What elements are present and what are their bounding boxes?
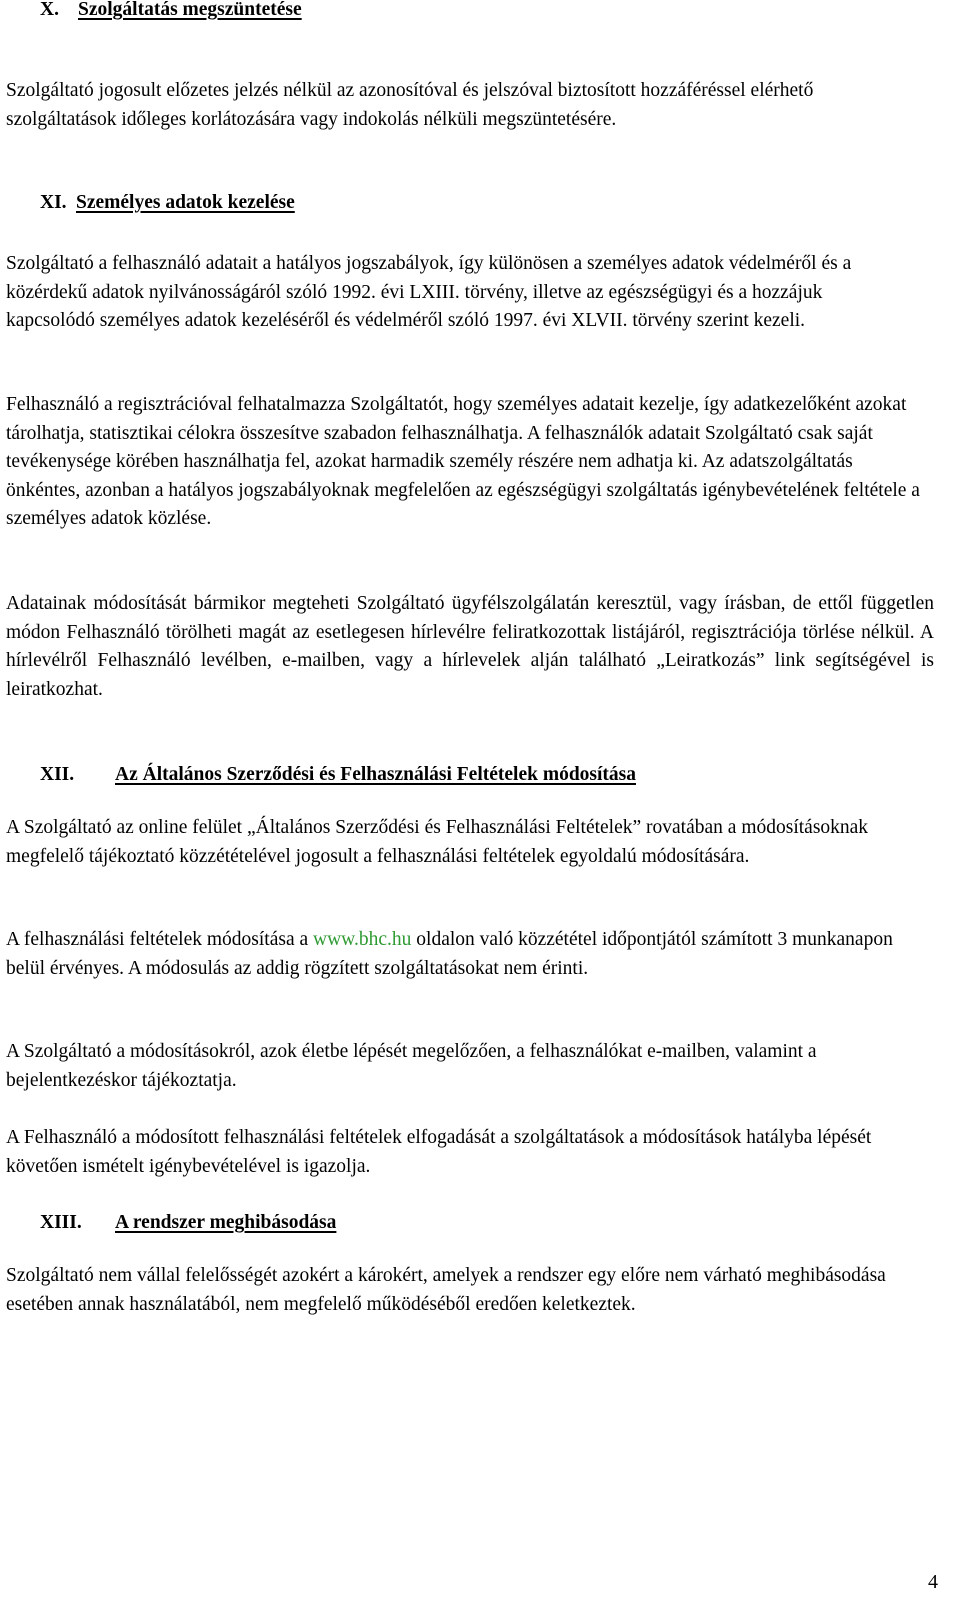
- paragraph-xii-2: A Szolgáltató a módosításokról, azok életbe lépését megelőzően, a felhasználókat e-mailben, valamint a bejelentkezéskor tájékoztatja.: [6, 1041, 817, 1091]
- paragraph-xi-3: Adatainak módosítását bármikor megteheti Szolgáltató ügyfélszolgálatán keresztül, vagy írásban, de ettől független módon Felhasználó törölheti magát az esetlegesen hírlevélre feliratkozottak listájáról, regisztrációja törlése nélkül. A hírlevélről Felhasználó levélben, e-mailben, vagy a hírlevelek alján található „Leiratkozás” link segítségével is leiratkozhat.: [6, 593, 934, 700]
- section-number-xii: XII.: [40, 764, 75, 785]
- section-title-xiii: A rendszer meghibásodása: [115, 1212, 337, 1233]
- paragraph-xii-link-before: A felhasználási feltételek módosítása a: [6, 929, 314, 950]
- section-heading-xiii: [40, 1209, 336, 1238]
- section-xiii-body: [6, 1262, 911, 1319]
- paragraph-xii-link: [6, 926, 931, 983]
- paragraph-xiii-1: Szolgáltató nem vállal felelősségét azokért a károkért, amelyek a rendszer egy előre nem várható meghibásodása esetében annak használatából, nem megfelelő működéséből eredően keletkeztek.: [6, 1265, 886, 1315]
- paragraph-x-1: Szolgáltató jogosult előzetes jelzés nélkül az azonosítóval és jelszóval biztosított hozzáféréssel elérhető szolgáltatások időleges korlátozására vagy indokolás nélküli megszüntetésére.: [6, 80, 814, 130]
- section-title-x: Szolgáltatás megszüntetése: [78, 0, 302, 20]
- section-heading-xii: [40, 761, 636, 790]
- section-x-body: [6, 77, 826, 134]
- section-title-xii: Az Általános Szerződési és Felhasználási Feltételek módosítása: [115, 764, 637, 785]
- paragraph-xii-1: A Szolgáltató az online felület „Általános Szerződési és Felhasználási Feltételek” rovatában a módosításoknak megfelelő tájékoztató közzétételével jogosult a felhasználási feltételek egyoldalú módosítására.: [6, 817, 869, 867]
- section-xi-body-1: [6, 250, 916, 336]
- section-xii-body-2: [6, 926, 931, 983]
- paragraph-xi-1: Szolgáltató a felhasználó adatait a hatályos jogszabályok, így különösen a személyes adatok védelméről és a közérdekű adatok nyilvánosságáról szóló 1992. évi LXIII. törvény, illetve az egészségügyi és a hozzájuk kapcsolódó személyes adatok kezeléséről és védelméről szóló 1997. évi XLVII. törvény szerint kezeli.: [6, 253, 852, 331]
- section-xii-body-1: [6, 814, 931, 871]
- section-xi-body-2: [6, 391, 926, 534]
- paragraph-xi-2: Felhasználó a regisztrációval felhatalmazza Szolgáltatót, hogy személyes adatait kezelje, így adatkezelőként azokat tárolhatja, statisztikai célokra összesítve szabadon felhasználhatja. A felhasználók adatait Szolgáltató csak saját tevékenysége körében használhatja fel, azokat harmadik személy részére nem adhatja ki. Az adatszolgáltatás önkéntes, azonban a hatályos jogszabályoknak megfelelően az egészségügyi szolgáltatás igénybevételének feltétele a személyes adatok közlése.: [6, 394, 920, 529]
- section-number-xi: XI.: [40, 192, 67, 213]
- section-number-xiii: XIII.: [40, 1212, 82, 1233]
- section-heading-x: [40, 0, 302, 25]
- section-xii-body-4: [6, 1124, 936, 1181]
- section-xi-body-3: [6, 590, 934, 704]
- paragraph-xii-3: A Felhasználó a módosított felhasználási feltételek elfogadását a szolgáltatások a módosítások hatályba lépését követően ismételt igénybevételével is igazolja.: [6, 1127, 872, 1177]
- page-number: 4: [928, 1571, 938, 1593]
- paragraph-xii-link-after: oldalon való közzététel időpontjától számított 3 munkanapon belül érvényes. A módosulás az addig rögzített szolgáltatásokat nem érinti.: [6, 929, 893, 979]
- section-number-x: X.: [40, 0, 59, 20]
- section-title-xi: Személyes adatok kezelése: [76, 192, 295, 213]
- section-xii-body-3: [6, 1038, 931, 1095]
- bhc-website-link[interactable]: www.bhc.hu: [313, 929, 412, 950]
- section-heading-xi: [40, 189, 295, 218]
